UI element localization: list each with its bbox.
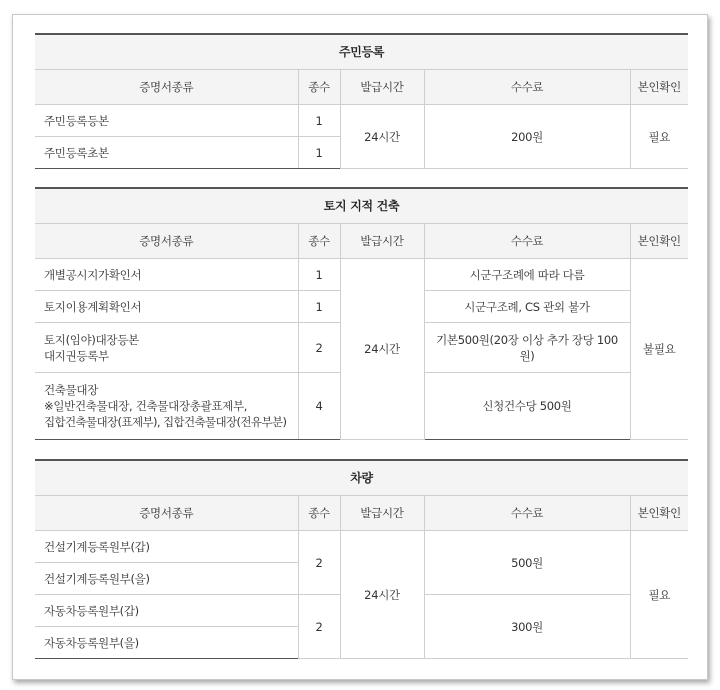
col-header-fee: 수수료 (424, 496, 630, 531)
count-cell: 2 (298, 531, 340, 595)
col-header-identity: 본인확인 (630, 70, 688, 105)
table-row (35, 531, 688, 563)
col-header-type: 증명서종류 (35, 70, 298, 105)
fee-cell: 시군구조례에 따라 다름 (424, 259, 630, 291)
identity-cell: 불필요 (630, 259, 688, 440)
certificate-name: 건설기계등록원부(을) (35, 563, 298, 595)
certificate-name-note: 집합건축물대장(표제부), 집합건축물대장(전유부분) (44, 415, 287, 429)
vehicle-table (35, 459, 688, 659)
certificate-name-note: ※일반건축물대장, 건축물대장총괄표제부, (44, 399, 248, 413)
certificate-name: 자동차등록원부(갑) (35, 595, 298, 627)
col-header-time: 발급시간 (340, 70, 424, 105)
certificate-name: 건설기계등록원부(갑) (35, 531, 298, 563)
col-header-count: 종수 (298, 224, 340, 259)
section-title: 주민등록 (35, 34, 688, 70)
col-header-time: 발급시간 (340, 224, 424, 259)
certificate-name (35, 323, 298, 373)
col-header-fee: 수수료 (424, 224, 630, 259)
issue-time-cell: 24시간 (340, 105, 424, 169)
fee-cell: 500원 (424, 531, 630, 595)
fee-cell: 기본500원(20장 이상 추가 장당 100원) (424, 323, 630, 373)
col-header-identity: 본인확인 (630, 496, 688, 531)
col-header-time: 발급시간 (340, 496, 424, 531)
count-cell: 2 (298, 595, 340, 659)
section-title: 차량 (35, 460, 688, 496)
count-cell: 2 (298, 323, 340, 373)
count-cell: 1 (298, 105, 340, 137)
issue-time-cell: 24시간 (340, 259, 424, 440)
fee-cell: 300원 (424, 595, 630, 659)
certificate-name: 주민등록초본 (35, 137, 298, 169)
count-cell: 1 (298, 137, 340, 169)
fee-cell: 신청건수당 500원 (424, 373, 630, 440)
certificate-name: 토지이용계획확인서 (35, 291, 298, 323)
count-cell: 1 (298, 291, 340, 323)
fee-cell: 시군구조례, CS 관외 불가 (424, 291, 630, 323)
certificate-name: 개별공시지가확인서 (35, 259, 298, 291)
count-cell: 1 (298, 259, 340, 291)
issue-time-cell: 24시간 (340, 531, 424, 659)
col-header-fee: 수수료 (424, 70, 630, 105)
col-header-count: 종수 (298, 70, 340, 105)
resident-registration-table (35, 33, 688, 169)
certificate-name-line: 건축물대장 (44, 383, 99, 397)
certificate-name: 주민등록등본 (35, 105, 298, 137)
certificate-name-line: 토지(임야)대장등본 (44, 332, 139, 347)
count-cell: 4 (298, 373, 340, 440)
identity-cell: 필요 (630, 105, 688, 169)
table-row (35, 259, 688, 291)
fee-cell: 200원 (424, 105, 630, 169)
section-title: 토지 지적 건축 (35, 188, 688, 224)
col-header-identity: 본인확인 (630, 224, 688, 259)
table-row (35, 105, 688, 137)
col-header-count: 종수 (298, 496, 340, 531)
identity-cell: 필요 (630, 531, 688, 659)
col-header-type: 증명서종류 (35, 496, 298, 531)
certificate-name: 자동차등록원부(을) (35, 627, 298, 659)
certificate-name (35, 373, 298, 440)
land-building-table (35, 187, 688, 440)
certificate-name-line: 대지권등록부 (44, 348, 109, 363)
col-header-type: 증명서종류 (35, 224, 298, 259)
